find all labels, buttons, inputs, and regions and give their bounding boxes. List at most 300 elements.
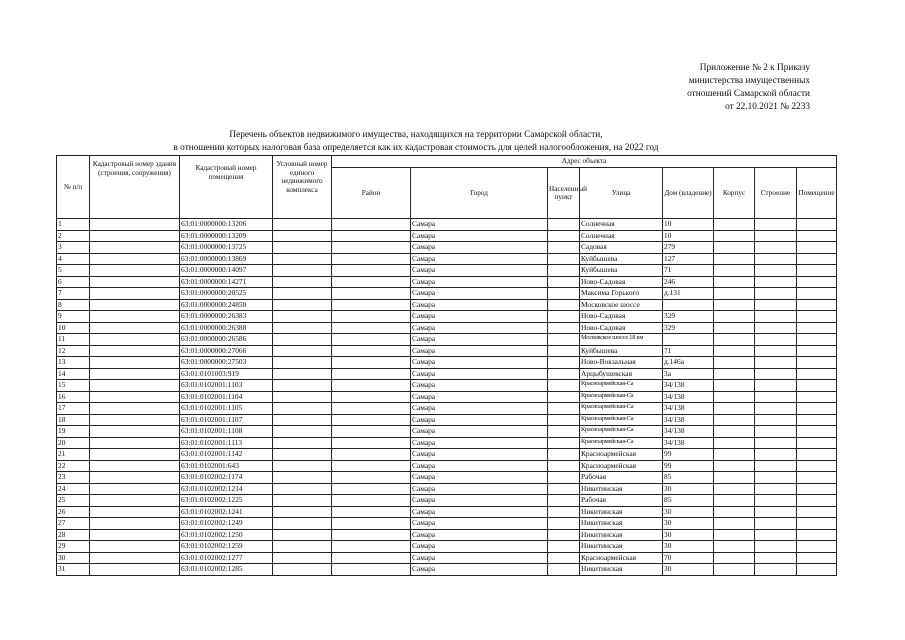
premise-cadastral-cell: 63:01:0102002:1249: [180, 518, 273, 530]
row-number: 16: [57, 391, 90, 403]
settlement-cell: [548, 345, 580, 357]
building-cadastral-cell: [90, 506, 180, 518]
pomeshchenie-cell: [797, 437, 837, 449]
stroenie-cell: [755, 449, 797, 461]
city-cell: Самара: [411, 230, 548, 242]
pomeshchenie-cell: [797, 495, 837, 507]
stroenie-cell: [755, 368, 797, 380]
korpus-cell: [714, 437, 755, 449]
building-cadastral-cell: [90, 426, 180, 438]
city-cell: Самара: [411, 460, 548, 472]
district-cell: [332, 311, 411, 323]
row-number: 14: [57, 368, 90, 380]
row-number: 30: [57, 552, 90, 564]
settlement-cell: [548, 460, 580, 472]
conditional-number-cell: [273, 449, 332, 461]
row-number: 29: [57, 541, 90, 553]
premise-cadastral-cell: 63:01:0102001:1142: [180, 449, 273, 461]
settlement-cell: [548, 541, 580, 553]
korpus-cell: [714, 368, 755, 380]
building-cadastral-cell: [90, 541, 180, 553]
document-title: [56, 129, 776, 155]
settlement-cell: [548, 483, 580, 495]
street-cell: Ново-Садовая: [580, 322, 663, 334]
city-cell: Самара: [411, 276, 548, 288]
district-cell: [332, 529, 411, 541]
house-cell: 71: [663, 265, 714, 277]
korpus-cell: [714, 345, 755, 357]
city-cell: Самара: [411, 426, 548, 438]
house-cell: 30: [663, 518, 714, 530]
row-number: 22: [57, 460, 90, 472]
stroenie-cell: [755, 472, 797, 484]
table-row: [57, 334, 837, 346]
title-line-2: в отношении которых налоговая база определяется как их кадастровая стоимость для целей налогообложения, на 2022 год: [173, 143, 659, 153]
korpus-cell: [714, 426, 755, 438]
street-cell: Арцыбушевская: [580, 368, 663, 380]
row-number: 26: [57, 506, 90, 518]
table-row: [57, 253, 837, 265]
premise-cadastral-cell: 63:01:0102002:1214: [180, 483, 273, 495]
table-row: [57, 564, 837, 576]
stroenie-cell: [755, 541, 797, 553]
premise-cadastral-cell: 63:01:0102002:1259: [180, 541, 273, 553]
building-cadastral-cell: [90, 552, 180, 564]
premise-cadastral-cell: 63:01:0102002:1241: [180, 506, 273, 518]
house-cell: 34/138: [663, 414, 714, 426]
conditional-number-cell: [273, 506, 332, 518]
conditional-number-cell: [273, 299, 332, 311]
stroenie-cell: [755, 265, 797, 277]
district-cell: [332, 334, 411, 346]
korpus-cell: [714, 322, 755, 334]
table-row: [57, 506, 837, 518]
house-cell: 85: [663, 495, 714, 507]
pomeshchenie-cell: [797, 506, 837, 518]
pomeshchenie-cell: [797, 426, 837, 438]
district-cell: [332, 219, 411, 231]
row-number: 20: [57, 437, 90, 449]
conditional-number-cell: [273, 426, 332, 438]
settlement-cell: [548, 472, 580, 484]
korpus-cell: [714, 552, 755, 564]
table-row: [57, 518, 837, 530]
korpus-cell: [714, 288, 755, 300]
row-number: 12: [57, 345, 90, 357]
street-cell: Красноармейская-Са: [580, 437, 663, 449]
district-cell: [332, 368, 411, 380]
table-row: [57, 357, 837, 369]
building-cadastral-cell: [90, 311, 180, 323]
building-cadastral-cell: [90, 288, 180, 300]
street-cell: Красноармейская-Са: [580, 414, 663, 426]
row-number: 10: [57, 322, 90, 334]
district-cell: [332, 322, 411, 334]
stroenie-cell: [755, 230, 797, 242]
premise-cadastral-cell: 63:01:0000000:14097: [180, 265, 273, 277]
property-table: [56, 155, 837, 576]
street-cell: Куйбышева: [580, 345, 663, 357]
settlement-cell: [548, 403, 580, 415]
stroenie-cell: [755, 253, 797, 265]
settlement-cell: [548, 242, 580, 254]
korpus-cell: [714, 541, 755, 553]
house-cell: 71: [663, 345, 714, 357]
settlement-cell: [548, 495, 580, 507]
building-cadastral-cell: [90, 391, 180, 403]
conditional-number-cell: [273, 276, 332, 288]
conditional-number-cell: [273, 368, 332, 380]
header-address-group: Адрес объекта: [332, 156, 837, 168]
header-premise-cadastral: Кадастровый номер помещения: [180, 156, 273, 219]
row-number: 27: [57, 518, 90, 530]
street-cell: Красноармейская-Са: [580, 391, 663, 403]
city-cell: Самара: [411, 529, 548, 541]
appendix-line-1: Приложение № 2 к Приказу: [699, 63, 810, 73]
house-cell: 127: [663, 253, 714, 265]
settlement-cell: [548, 391, 580, 403]
row-number: 19: [57, 426, 90, 438]
settlement-cell: [548, 276, 580, 288]
house-cell: 30: [663, 564, 714, 576]
table-row: [57, 449, 837, 461]
house-cell: д.146а: [663, 357, 714, 369]
stroenie-cell: [755, 219, 797, 231]
street-cell: Московское шоссе: [580, 299, 663, 311]
house-cell: 329: [663, 322, 714, 334]
korpus-cell: [714, 529, 755, 541]
pomeshchenie-cell: [797, 253, 837, 265]
pomeshchenie-cell: [797, 460, 837, 472]
pomeshchenie-cell: [797, 265, 837, 277]
korpus-cell: [714, 276, 755, 288]
premise-cadastral-cell: 63:01:0102001:1108: [180, 426, 273, 438]
settlement-cell: [548, 322, 580, 334]
settlement-cell: [548, 253, 580, 265]
stroenie-cell: [755, 380, 797, 392]
settlement-cell: [548, 265, 580, 277]
building-cadastral-cell: [90, 483, 180, 495]
korpus-cell: [714, 403, 755, 415]
pomeshchenie-cell: [797, 449, 837, 461]
district-cell: [332, 518, 411, 530]
building-cadastral-cell: [90, 518, 180, 530]
stroenie-cell: [755, 345, 797, 357]
city-cell: Самара: [411, 449, 548, 461]
row-number: 6: [57, 276, 90, 288]
pomeshchenie-cell: [797, 403, 837, 415]
table-body: [57, 219, 837, 576]
house-cell: 279: [663, 242, 714, 254]
row-number: 2: [57, 230, 90, 242]
stroenie-cell: [755, 483, 797, 495]
premise-cadastral-cell: 63:01:0102001:643: [180, 460, 273, 472]
city-cell: Самара: [411, 380, 548, 392]
korpus-cell: [714, 334, 755, 346]
table-row: [57, 219, 837, 231]
header-house: Дом (владение): [663, 168, 714, 219]
house-cell: 99: [663, 449, 714, 461]
house-cell: 70: [663, 552, 714, 564]
title-line-1: Перечень объектов недвижимого имущества, находящихся на территории Самарской области,: [229, 130, 603, 140]
street-cell: Никитинская: [580, 529, 663, 541]
appendix-line-4: от 22.10.2021 № 2233: [725, 102, 810, 112]
stroenie-cell: [755, 460, 797, 472]
settlement-cell: [548, 357, 580, 369]
street-cell: Красноармейская-Са: [580, 380, 663, 392]
conditional-number-cell: [273, 518, 332, 530]
house-cell: 99: [663, 460, 714, 472]
table-row: [57, 276, 837, 288]
building-cadastral-cell: [90, 357, 180, 369]
stroenie-cell: [755, 564, 797, 576]
pomeshchenie-cell: [797, 391, 837, 403]
building-cadastral-cell: [90, 437, 180, 449]
row-number: 21: [57, 449, 90, 461]
premise-cadastral-cell: 63:01:0000000:26383: [180, 311, 273, 323]
pomeshchenie-cell: [797, 219, 837, 231]
korpus-cell: [714, 414, 755, 426]
row-number: 25: [57, 495, 90, 507]
row-number: 8: [57, 299, 90, 311]
street-cell: Никитинская: [580, 483, 663, 495]
street-cell: Рабочая: [580, 472, 663, 484]
table-row: [57, 541, 837, 553]
city-cell: Самара: [411, 552, 548, 564]
stroenie-cell: [755, 357, 797, 369]
stroenie-cell: [755, 552, 797, 564]
district-cell: [332, 506, 411, 518]
house-cell: 10: [663, 219, 714, 231]
street-cell: Красноармейская-Са: [580, 426, 663, 438]
korpus-cell: [714, 311, 755, 323]
house-cell: 30: [663, 483, 714, 495]
conditional-number-cell: [273, 437, 332, 449]
row-number: 9: [57, 311, 90, 323]
district-cell: [332, 472, 411, 484]
district-cell: [332, 253, 411, 265]
table-row: [57, 322, 837, 334]
building-cadastral-cell: [90, 529, 180, 541]
korpus-cell: [714, 564, 755, 576]
settlement-cell: [548, 380, 580, 392]
building-cadastral-cell: [90, 472, 180, 484]
table-row: [57, 529, 837, 541]
conditional-number-cell: [273, 414, 332, 426]
city-cell: Самара: [411, 219, 548, 231]
stroenie-cell: [755, 311, 797, 323]
conditional-number-cell: [273, 552, 332, 564]
street-cell: Никитинская: [580, 541, 663, 553]
district-cell: [332, 391, 411, 403]
house-cell: 34/138: [663, 437, 714, 449]
appendix-line-2: министерства имущественных: [688, 76, 810, 86]
settlement-cell: [548, 311, 580, 323]
stroenie-cell: [755, 529, 797, 541]
city-cell: Самара: [411, 265, 548, 277]
district-cell: [332, 541, 411, 553]
city-cell: Самара: [411, 311, 548, 323]
district-cell: [332, 288, 411, 300]
pomeshchenie-cell: [797, 414, 837, 426]
korpus-cell: [714, 219, 755, 231]
row-number: 5: [57, 265, 90, 277]
premise-cadastral-cell: 63:01:0000000:24850: [180, 299, 273, 311]
korpus-cell: [714, 518, 755, 530]
stroenie-cell: [755, 414, 797, 426]
premise-cadastral-cell: 63:01:0102002:1277: [180, 552, 273, 564]
street-cell: Никитинская: [580, 518, 663, 530]
city-cell: Самара: [411, 506, 548, 518]
settlement-cell: [548, 219, 580, 231]
premise-cadastral-cell: 63:01:0000000:27503: [180, 357, 273, 369]
korpus-cell: [714, 506, 755, 518]
city-cell: Самара: [411, 368, 548, 380]
header-pomeshchenie: Помещение: [797, 168, 837, 219]
premise-cadastral-cell: 63:01:0102002:1225: [180, 495, 273, 507]
building-cadastral-cell: [90, 276, 180, 288]
korpus-cell: [714, 483, 755, 495]
house-cell: 34/138: [663, 403, 714, 415]
district-cell: [332, 357, 411, 369]
conditional-number-cell: [273, 460, 332, 472]
pomeshchenie-cell: [797, 472, 837, 484]
premise-cadastral-cell: 63:01:0000000:20525: [180, 288, 273, 300]
building-cadastral-cell: [90, 380, 180, 392]
conditional-number-cell: [273, 288, 332, 300]
premise-cadastral-cell: 63:01:0000000:13869: [180, 253, 273, 265]
city-cell: Самара: [411, 334, 548, 346]
conditional-number-cell: [273, 253, 332, 265]
pomeshchenie-cell: [797, 483, 837, 495]
pomeshchenie-cell: [797, 541, 837, 553]
pomeshchenie-cell: [797, 518, 837, 530]
conditional-number-cell: [273, 322, 332, 334]
row-number: 1: [57, 219, 90, 231]
header-city: Город: [411, 168, 548, 219]
district-cell: [332, 495, 411, 507]
table-row: [57, 483, 837, 495]
pomeshchenie-cell: [797, 357, 837, 369]
city-cell: Самара: [411, 299, 548, 311]
row-number: 23: [57, 472, 90, 484]
korpus-cell: [714, 253, 755, 265]
street-cell: Красноармейская-Са: [580, 403, 663, 415]
korpus-cell: [714, 357, 755, 369]
house-cell: 34/138: [663, 426, 714, 438]
pomeshchenie-cell: [797, 276, 837, 288]
city-cell: Самара: [411, 564, 548, 576]
street-cell: Солнечная: [580, 230, 663, 242]
row-number: 3: [57, 242, 90, 254]
conditional-number-cell: [273, 403, 332, 415]
header-settlement: Населенный пункт: [548, 168, 580, 219]
conditional-number-cell: [273, 357, 332, 369]
stroenie-cell: [755, 518, 797, 530]
city-cell: Самара: [411, 472, 548, 484]
street-cell: Красноармейская: [580, 460, 663, 472]
pomeshchenie-cell: [797, 345, 837, 357]
stroenie-cell: [755, 391, 797, 403]
building-cadastral-cell: [90, 219, 180, 231]
building-cadastral-cell: [90, 460, 180, 472]
conditional-number-cell: [273, 219, 332, 231]
table-row: [57, 288, 837, 300]
header-korpus: Корпус: [714, 168, 755, 219]
settlement-cell: [548, 529, 580, 541]
street-cell: Куйбышева: [580, 265, 663, 277]
pomeshchenie-cell: [797, 242, 837, 254]
korpus-cell: [714, 242, 755, 254]
conditional-number-cell: [273, 345, 332, 357]
stroenie-cell: [755, 403, 797, 415]
street-cell: Солнечная: [580, 219, 663, 231]
building-cadastral-cell: [90, 368, 180, 380]
row-number: 17: [57, 403, 90, 415]
premise-cadastral-cell: 63:01:0000000:26388: [180, 322, 273, 334]
premise-cadastral-cell: 63:01:0000000:13725: [180, 242, 273, 254]
pomeshchenie-cell: [797, 564, 837, 576]
pomeshchenie-cell: [797, 380, 837, 392]
korpus-cell: [714, 495, 755, 507]
city-cell: Самара: [411, 345, 548, 357]
row-number: 24: [57, 483, 90, 495]
pomeshchenie-cell: [797, 288, 837, 300]
settlement-cell: [548, 230, 580, 242]
settlement-cell: [548, 426, 580, 438]
house-cell: 85: [663, 472, 714, 484]
city-cell: Самара: [411, 495, 548, 507]
korpus-cell: [714, 472, 755, 484]
district-cell: [332, 345, 411, 357]
street-cell: Ново-Садовая: [580, 276, 663, 288]
house-cell: д.131: [663, 288, 714, 300]
row-number: 18: [57, 414, 90, 426]
settlement-cell: [548, 552, 580, 564]
city-cell: Самара: [411, 483, 548, 495]
district-cell: [332, 299, 411, 311]
table-row: [57, 299, 837, 311]
header-stroenie: Строение: [755, 168, 797, 219]
korpus-cell: [714, 380, 755, 392]
korpus-cell: [714, 460, 755, 472]
city-cell: Самара: [411, 414, 548, 426]
table-row: [57, 311, 837, 323]
city-cell: Самара: [411, 518, 548, 530]
korpus-cell: [714, 230, 755, 242]
street-cell: Красноармейская: [580, 552, 663, 564]
street-cell: Максима Горького: [580, 288, 663, 300]
appendix-line-3: отношений Самарской области: [687, 89, 810, 99]
settlement-cell: [548, 437, 580, 449]
building-cadastral-cell: [90, 253, 180, 265]
settlement-cell: [548, 518, 580, 530]
city-cell: Самара: [411, 437, 548, 449]
street-cell: Никитинская: [580, 564, 663, 576]
premise-cadastral-cell: 63:01:0102002:1174: [180, 472, 273, 484]
city-cell: Самара: [411, 242, 548, 254]
stroenie-cell: [755, 437, 797, 449]
pomeshchenie-cell: [797, 230, 837, 242]
table-row: [57, 426, 837, 438]
row-number: 28: [57, 529, 90, 541]
house-cell: 10: [663, 230, 714, 242]
conditional-number-cell: [273, 472, 332, 484]
premise-cadastral-cell: 63:01:0102001:1105: [180, 403, 273, 415]
premise-cadastral-cell: 63:01:0000000:13209: [180, 230, 273, 242]
conditional-number-cell: [273, 380, 332, 392]
settlement-cell: [548, 334, 580, 346]
